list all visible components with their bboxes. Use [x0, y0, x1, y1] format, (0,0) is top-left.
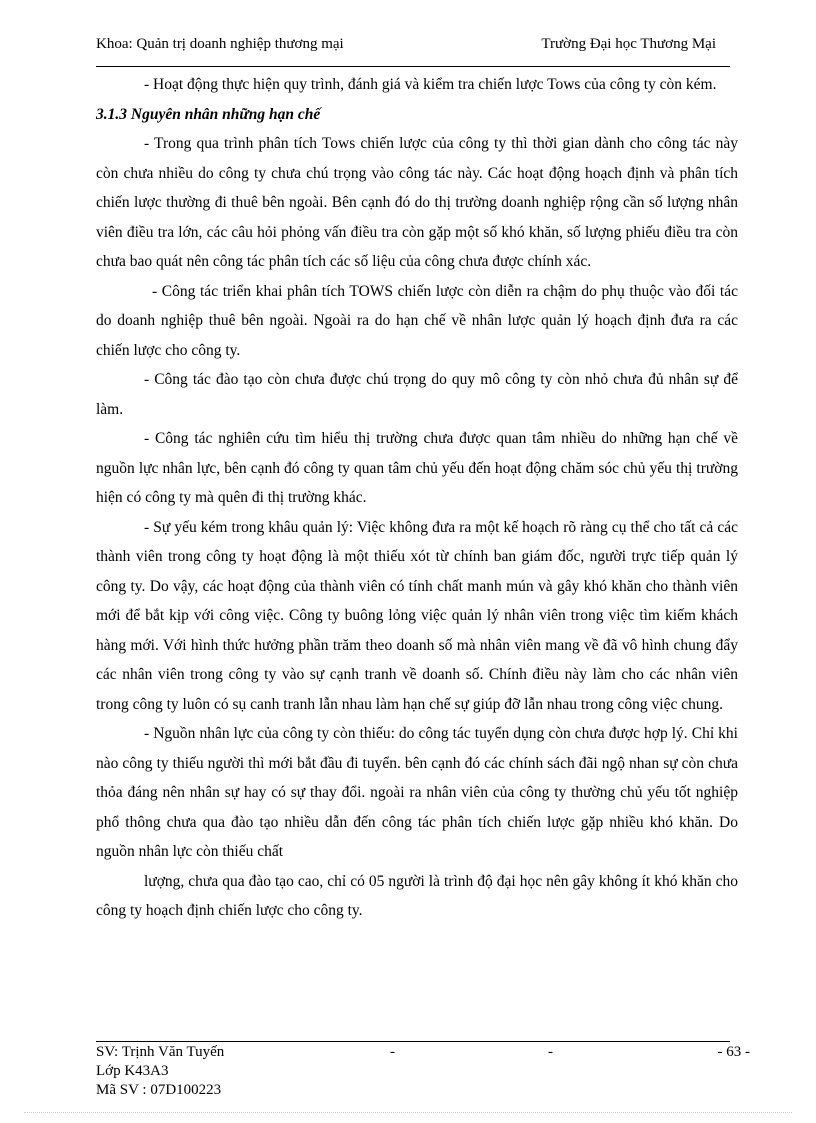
- footer-student-id: Mã SV : 07D100223: [96, 1082, 222, 1098]
- paragraph-0: - Hoạt động thực hiện quy trình, đánh giá và kiểm tra chiến lược Tows của công ty còn kém.: [144, 76, 717, 93]
- paragraph-2: - Công tác triển khai phân tích TOWS chiến lược còn diễn ra chậm do phụ thuộc vào đối tác do doanh nghiệp thuê bên ngoài. Ngoài ra do hạn chế về nhân lược quản lý hoạch định đưa ra các chiến lược cho công ty.: [96, 282, 738, 359]
- footer-rule: [96, 1041, 730, 1042]
- page-header: [96, 36, 736, 58]
- page-edge-divider: [24, 1112, 792, 1113]
- paragraph-3: - Công tác đào tạo còn chưa được chú trọng do quy mô công ty còn nhỏ chưa đủ nhân sự để làm.: [96, 371, 738, 418]
- section-heading: 3.1.3 Nguyên nhân những hạn chế: [96, 105, 321, 123]
- paragraph-7: lượng, chưa qua đào tạo cao, chỉ có 05 người là trình độ đại học nên gây không ít khó khăn cho công ty hoạch định chiến lược cho công ty.: [96, 872, 738, 919]
- paragraph-1: - Trong qua trình phân tích Tows chiến lược của công ty thì thời gian dành cho công tác này còn chưa nhiều do công ty chưa chú trọng vào công tác này. Các hoạt động hoạch định và phân tích chiến lược thường đi thuê bên ngoài. Bên cạnh đó do thị trường doanh nghiệp rộng cần số lượng nhân viên điều tra lớn, các câu hỏi phỏng vấn điều tra còn gặp một số khó khăn, số lượng phiếu điều tra còn chưa bao quát nên công tác phân tích các số liệu của công chưa được chính xác.: [96, 135, 738, 270]
- page-footer: [96, 1043, 750, 1100]
- footer-class: Lớp K43A3: [96, 1063, 169, 1079]
- header-university: Trường Đại học Thương Mại: [541, 36, 716, 52]
- paragraph-4: - Công tác nghiên cứu tìm hiểu thị trường chưa được quan tâm nhiều do những hạn chế về nguồn lực nhân lực, bên cạnh đó công ty quan tâm chủ yếu đến hoạt động chăm sóc chủ yếu thị trường hiện có công ty mà quên đi thị trường khác.: [96, 430, 738, 506]
- footer-dash: -: [548, 1044, 553, 1060]
- header-faculty: Khoa: Quản trị doanh nghiệp thương mại: [96, 36, 344, 52]
- paragraph-5: - Sự yếu kém trong khâu quản lý: Việc không đưa ra một kế hoạch rõ ràng cụ thể cho tất cả các thành viên trong công ty hoạt động là một thiếu xót từ chính ban giám đốc, người trực tiếp quản lý công ty. Do vậy, các hoạt động của thành viên có tính chất manh mún và gây khó khăn cho thành viên mới để bắt kịp với công việc. Công ty buông lỏng việc quản lý nhân viên trong việc tìm kiếm khách hàng mới. Với hình thức hưởng phần trăm theo doanh số mà nhân viên mang về đã vô hình chung đẩy các nhân viên trong công ty vào sự cạnh tranh về doanh số. Chính điều này làm cho các nhân viên trong công ty luôn có sụ canh tranh lẫn nhau làm hạn chế sự giúp đỡ lẫn nhau trong công việc chung.: [96, 518, 738, 713]
- document-body: [96, 70, 738, 926]
- footer-dash: -: [390, 1044, 395, 1060]
- paragraph-6: - Nguồn nhân lực của công ty còn thiếu: do công tác tuyển dụng còn chưa được hợp lý. Chỉ khi nào công ty thiếu người thì mới bắt đầu đi tuyển. bên cạnh đó các chính sách đãi ngộ nhan sự còn chưa thỏa đáng nên nhân sự hay có sự thay đổi. ngoài ra nhân viên của công ty thường chủ yếu tốt nghiệp phổ thông chưa qua đào tạo nhiều dẫn đến công tác phân tích chiến lược gặp nhiều khó khăn. Do nguồn nhân lực còn thiếu chất: [96, 725, 738, 860]
- footer-student-name: SV: Trịnh Văn Tuyến: [96, 1044, 225, 1060]
- header-rule: [96, 66, 730, 67]
- page-number: - 63 -: [717, 1044, 750, 1060]
